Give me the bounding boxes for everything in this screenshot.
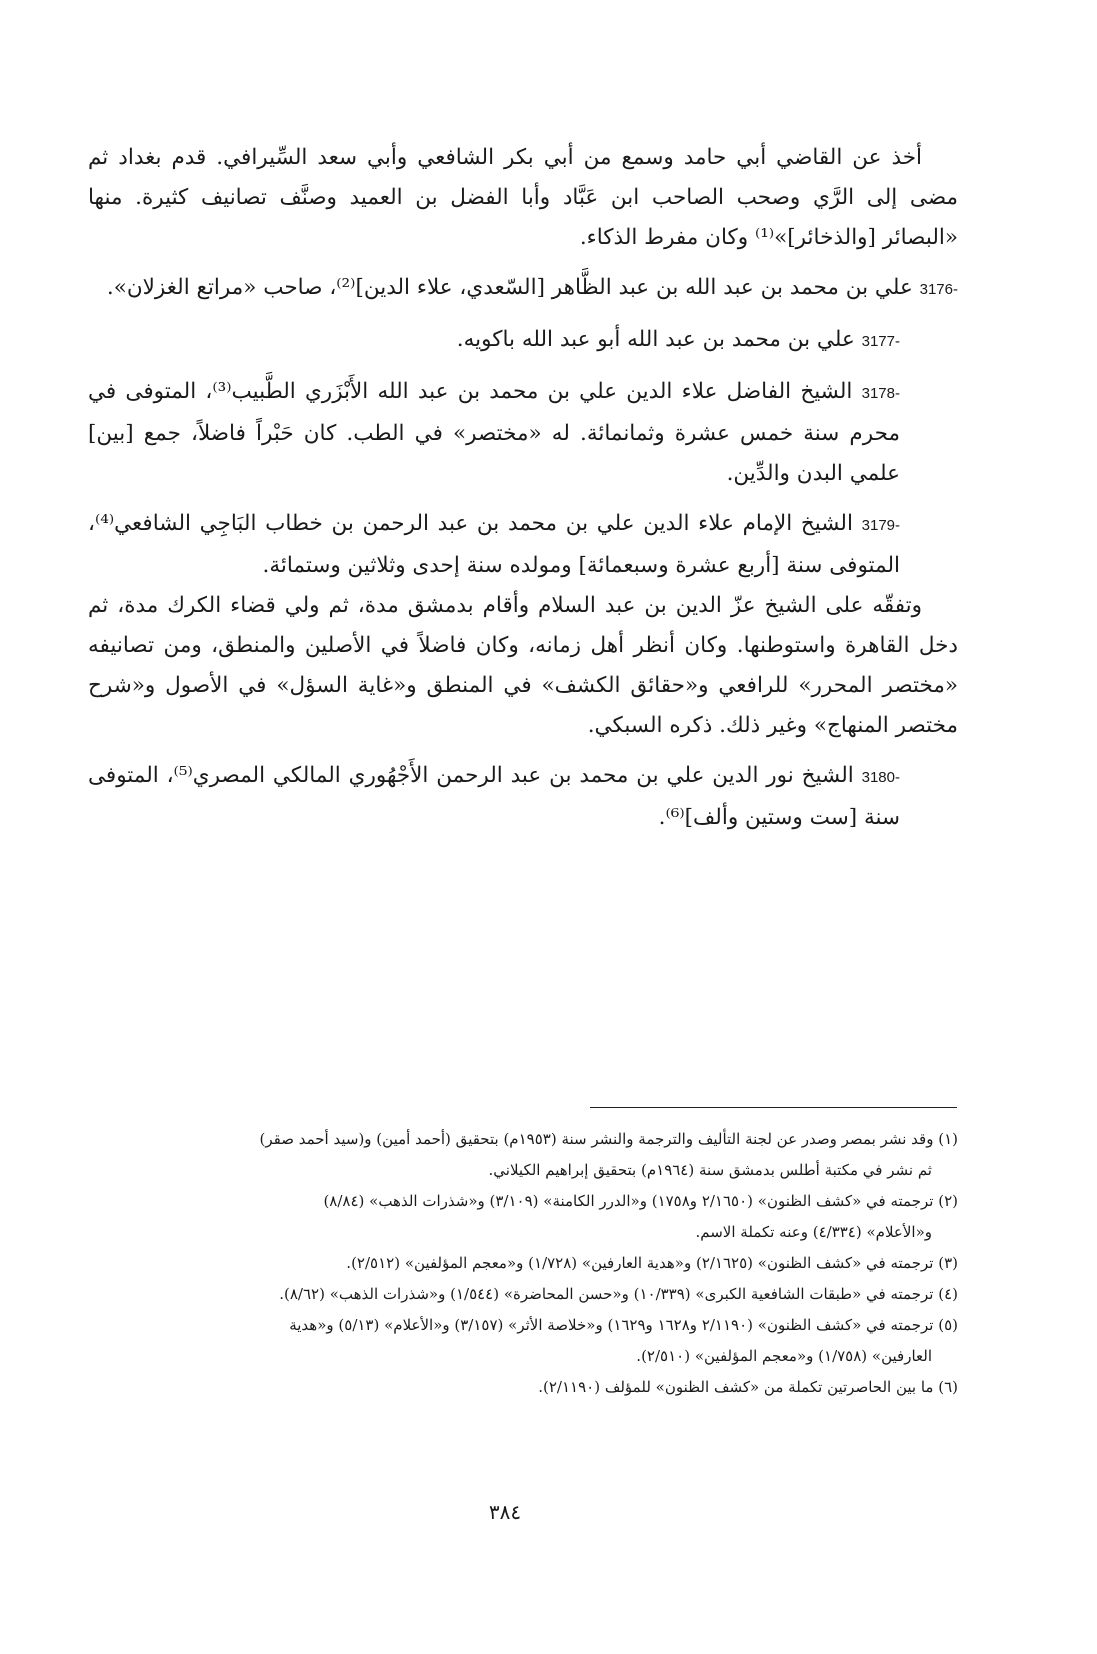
footnote-line: ثم نشر في مكتبة أطلس بدمشق سنة (١٩٦٤م) بتحقيق إبراهيم الكيلاني. xyxy=(488,1161,932,1179)
footnote-4 xyxy=(88,1279,958,1310)
footnote-line: (٤) ترجمته في «طبقات الشافعية الكبرى» (١٠/٣٣٩) و«حسن المحاضرة» (١/٥٤٤) و«شذرات الذهب» (٨/٦٢). xyxy=(279,1285,958,1303)
entry-number: 3177- xyxy=(861,333,900,350)
entry-3179 xyxy=(88,504,958,746)
footnotes xyxy=(88,1124,958,1403)
footnote-line: (٣) ترجمته في «كشف الظنون» (٢/١٦٢٥) و«هدية العارفين» (١/٧٢٨) و«معجم المؤلفين» (٢/٥١٢). xyxy=(346,1254,958,1272)
entry-3178 xyxy=(88,372,958,494)
entry-number: 3176- xyxy=(919,281,958,298)
entry-text: الشيخ نور الدين علي بن محمد بن عبد الرحمن الأَجْهُوري المالكي المصري⁽⁵⁾، المتوفى سنة [ست وستين وألف]⁽⁶⁾. xyxy=(88,763,900,830)
intro-line: منها «البصائر [والذخائر]»⁽¹⁾ وكان مفرط الذكاء. xyxy=(88,185,958,250)
footnote-line: (٢) ترجمته في «كشف الظنون» (٢/١٦٥٠ و١٧٥٨) و«الدرر الكامنة» (٣/١٠٩) و«شذرات الذهب» (٨/٨٤) xyxy=(323,1192,958,1210)
entry-3176 xyxy=(88,268,958,310)
entry-text: الشيخ الإمام علاء الدين علي بن محمد بن عبد الرحمن بن خطاب البَاجِي الشافعي⁽⁴⁾، المتوفى سنة [أربع عشرة وسبعمائة] ومولده سنة إحدى وثلاثين وستمائة. xyxy=(88,511,900,578)
main-text xyxy=(88,138,958,838)
footnote-6 xyxy=(88,1372,958,1403)
entry-text: علي بن محمد بن عبد الله بن عبد الظَّاهر [السّعدي، علاء الدين]⁽²⁾، صاحب «مراتع الغزلان». xyxy=(106,275,913,300)
entry-number: 3180- xyxy=(861,769,900,786)
entry-extra-text: وتفقّه على الشيخ عزّ الدين بن عبد السلام وأقام بدمشق مدة، ثم ولي قضاء الكرك مدة، ثم دخل القاهرة واستوطنها. وكان أنظر أهل زمانه، وكان فاضلاً في الأصلين والمنطق، ومن تصانيفه «مختصر المحرر» للرافعي و«حقائق الكشف» في المنطق و«غاية السؤل» في الأصول و«شرح مختصر المنهاج» وغير ذلك. ذكره السبكي. xyxy=(88,593,958,738)
footnote-line: (٥) ترجمته في «كشف الظنون» (٢/١١٩٠ و١٦٢٨ و١٦٢٩) و«خلاصة الأثر» (٣/١٥٧) و«الأعلام» (٥/١٣) و«هدية xyxy=(289,1316,958,1334)
intro-line: أخذ عن القاضي أبي حامد وسمع من أبي بكر الشافعي وأبي سعد السِّيرافي. قدم بغداد xyxy=(118,145,922,170)
entry-text: الشيخ الفاضل علاء الدين علي بن محمد بن عبد الله الأَبْزَري الطَّبيب⁽³⁾، المتوفى في محرم سنة خمس عشرة وثمانمائة. له «مختصر» في الطب. كان حَبْراً فاضلاً، جمع [بين] علمي البدن والدِّين. xyxy=(88,379,900,486)
page-number: ٣٨٤ xyxy=(488,1500,522,1524)
footnote-line: و«الأعلام» (٤/٣٣٤) وعنه تكملة الاسم. xyxy=(695,1223,932,1241)
entry-number: 3179- xyxy=(861,517,901,534)
footnote-line: (١) وقد نشر بمصر وصدر عن لجنة التأليف والترجمة والنشر سنة (١٩٥٣م) بتحقيق (أحمد أمين) و(سيد أحمد صقر) xyxy=(259,1130,958,1148)
entry-3177 xyxy=(88,320,958,362)
intro-line: ثم مضى إلى الرَّي وصحب الصاحب ابن عَبَّاد وأبا الفضل بن العميد وصنَّف تصانيف كثيرة. xyxy=(88,145,958,210)
footnote-3 xyxy=(88,1248,958,1279)
entry-text: علي بن محمد بن عبد الله أبو عبد الله باكويه. xyxy=(456,327,855,352)
footnote-divider xyxy=(590,1107,957,1108)
footnote-line: (٦) ما بين الحاصرتين تكملة من «كشف الظنون» للمؤلف (٢/١١٩٠). xyxy=(538,1378,958,1396)
footnote-line: العارفين» (١/٧٥٨) و«معجم المؤلفين» (٢/٥١٠). xyxy=(636,1347,932,1365)
intro-paragraph xyxy=(88,138,958,258)
footnote-1 xyxy=(88,1124,958,1186)
entry-3180 xyxy=(88,756,958,838)
entry-number: 3178- xyxy=(861,385,900,402)
footnote-5 xyxy=(88,1310,958,1372)
footnote-2 xyxy=(88,1186,958,1248)
